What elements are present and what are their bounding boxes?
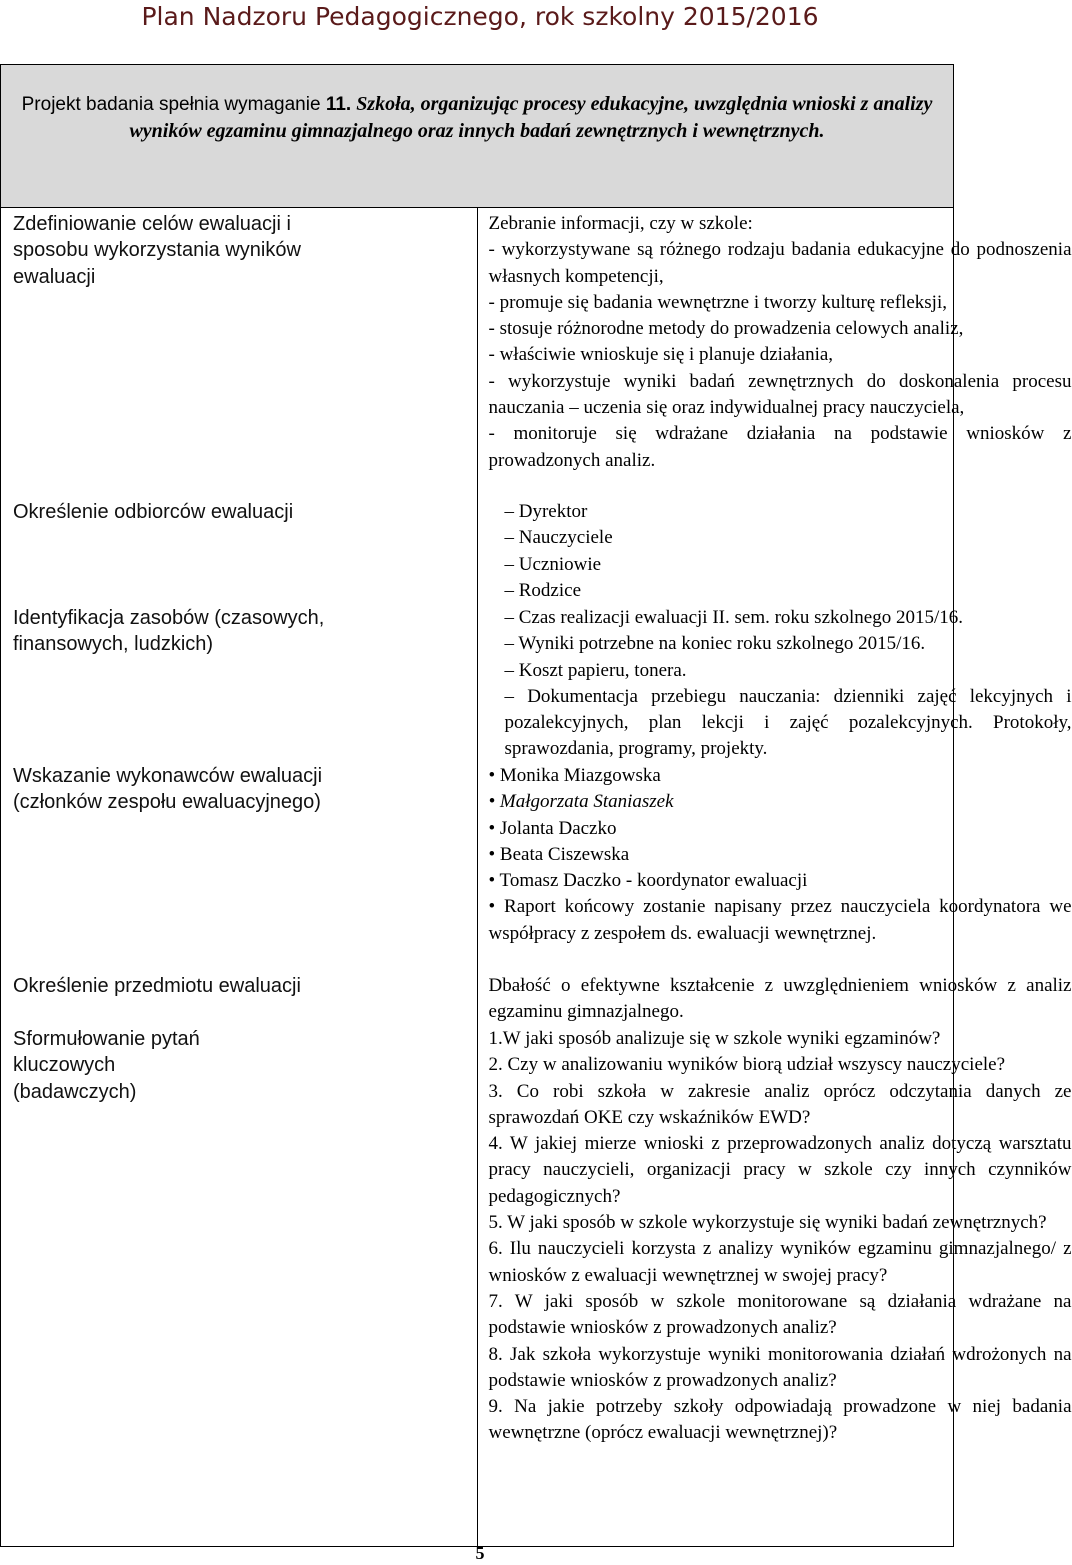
key-question: 7. W jaki sposób w szkole monitorowane są działania wdrażane na podstawie wniosków z prowadzonych analiz? xyxy=(488,1290,1072,1339)
recipients-content xyxy=(489,499,1072,604)
resource-item: – Wyniki potrzebne na koniec roku szkolnego 2015/16. xyxy=(489,631,1072,657)
team-member: • Beata Ciszewska xyxy=(488,843,630,865)
content-row xyxy=(1,208,954,1547)
labels-column xyxy=(1,208,478,1547)
intro-cell xyxy=(1,65,954,208)
key-question: 9. Na jakie potrzeby szkoły odpowiadają prowadzone w niej badania wewnętrzne (oprócz ewaluacji wewnętrznej)? xyxy=(488,1396,1072,1444)
goals-line: - promuje się badania wewnętrzne i tworzy kulturę refleksji, xyxy=(488,291,947,313)
team-label: Wskazanie wykonawców ewaluacji (członków zespołu ewaluacyjnego) xyxy=(13,765,323,814)
recipient-item: – Dyrektor xyxy=(489,499,1072,525)
recipient-item: – Nauczyciele xyxy=(489,525,1072,551)
subject-content xyxy=(489,973,1072,1026)
resource-item: – Czas realizacji ewaluacji II. sem. roku szkolnego 2015/16. xyxy=(489,605,1072,631)
key-question: 8. Jak szkoła wykorzystuje wyniki monitorowania działań wdrożonych na podstawie wniosków z prowadzonych analiz? xyxy=(488,1343,1072,1391)
team-member: • Monika Miazgowska xyxy=(488,765,661,786)
key-question: 4. W jakiej mierze wnioski z przeprowadzonych analiz dotyczą warsztatu pracy nauczycieli, organizacji pracy w szkole czy innych czynników pedagogicznych? xyxy=(488,1133,1072,1207)
goals-content xyxy=(489,211,1072,474)
goals-line: Zebranie informacji, czy w szkole: xyxy=(488,213,753,234)
page-header-title: Plan Nadzoru Pedagogicznego, rok szkolny 2015/2016 xyxy=(141,2,819,31)
key-question: 5. W jaki sposób w szkole wykorzystuje się wyniki badań zewnętrznych? xyxy=(488,1212,1047,1234)
goals-line: - stosuje różnorodne metody do prowadzenia celowych analiz, xyxy=(488,318,964,340)
key-question: 2. Czy w analizowaniu wyników biorą udział wszyscy nauczyciele? xyxy=(488,1054,1006,1076)
key-question: 3. Co robi szkoła w zakresie analiz oprócz odczytania danych ze sprawozdań OKE czy wskaźników EWD? xyxy=(488,1080,1072,1128)
recipient-item: – Uczniowie xyxy=(489,552,1072,578)
intro-row xyxy=(1,65,954,208)
intro-number: 11. xyxy=(325,94,352,115)
intro-prefix: Projekt badania spełnia wymaganie xyxy=(21,94,326,115)
goals-line: - wykorzystuje wyniki badań zewnętrznych do doskonalenia procesu nauczania – uczenia się oraz indywidualnej pracy nauczyciela, xyxy=(488,370,1072,419)
team-report-note: • Raport końcowy zostanie napisany przez nauczyciela koordynatora we współpracy z zespołem ds. ewaluacji wewnętrznej. xyxy=(488,896,1072,944)
content-column xyxy=(477,208,1072,1547)
questions-content xyxy=(489,1026,1072,1447)
key-question: 6. Ilu nauczycieli korzysta z analizy wyników egzaminu gimnazjalnego/ z wniosków z ewaluacji wewnętrznej w swojej pracy? xyxy=(488,1238,1072,1286)
resource-item: – Koszt papieru, tonera. xyxy=(489,658,1072,684)
resource-item: – Dokumentacja przebiegu nauczania: dzienniki zajęć lekcyjnych i pozalekcyjnych, plan lekcji i zajęć pozalekcyjnych. Protokoły, sprawozdania, programy, projekty. xyxy=(489,684,1072,763)
goals-label: Zdefiniowanie celów ewaluacji i sposobu wykorzystania wyników ewaluacji xyxy=(13,213,301,288)
evaluation-plan-table xyxy=(0,64,1072,1547)
team-member: • Tomasz Daczko - koordynator ewaluacji xyxy=(488,870,808,892)
subject-label: Określenie przedmiotu ewaluacji xyxy=(13,975,301,997)
recipients-label: Określenie odbiorców ewaluacji xyxy=(13,501,294,523)
team-member: • Jolanta Daczko xyxy=(488,817,617,839)
team-member: • Małgorzata Staniaszek xyxy=(488,791,674,813)
subject-text: Dbałość o efektywne kształcenie z uwzględnieniem wniosków z analiz egzaminu gimnazjalnego. xyxy=(488,975,1072,1023)
goals-line: - monitoruje się wdrażane działania na podstawie wniosków z prowadzonych analiz. xyxy=(488,423,1072,471)
key-question: 1.W jaki sposób analizuje się w szkole wyniki egzaminów? xyxy=(488,1028,941,1049)
resources-label: Identyfikacja zasobów (czasowych, finansowych, ludzkich) xyxy=(13,607,325,656)
team-content xyxy=(489,763,1072,947)
page-number: 5 xyxy=(475,1543,485,1563)
resources-content xyxy=(489,605,1072,763)
intro-requirement: Szkoła, organizując procesy edukacyjne, uwzględnia wnioski z analizy wyników egzaminu gimnazjalnego oraz innych badań zewnętrznych i wewnętrznych. xyxy=(129,93,933,142)
goals-line: - właściwie wnioskuje się i planuje działania, xyxy=(488,344,834,366)
goals-line: - wykorzystywane są różnego rodzaju badania edukacyjne do podnoszenia własnych kompetencji, xyxy=(488,239,1072,287)
questions-label: Sformułowanie pytań kluczowych (badawczych) xyxy=(13,1028,200,1103)
recipient-item: – Rodzice xyxy=(489,578,1072,604)
